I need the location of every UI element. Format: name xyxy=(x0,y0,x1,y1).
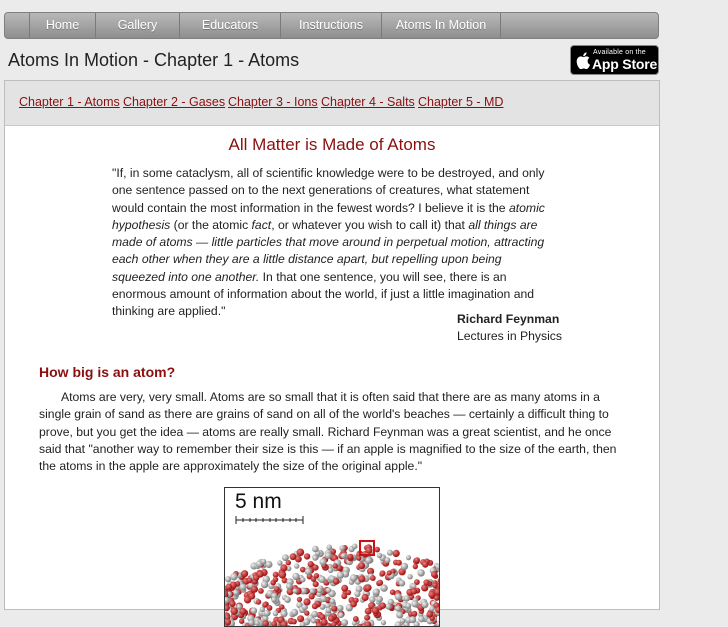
quote-text-1: "If, in some cataclysm, all of scientific knowledge were to be destroyed, and only one sentence passed on to the next generations of creatures, what statement would contain the most information in the fewest words? I believe it is the xyxy=(112,166,544,215)
quote-source: Lectures in Physics xyxy=(457,329,562,343)
quote-author: Richard Feynman xyxy=(457,312,559,326)
subheading-atom-size: How big is an atom? xyxy=(39,364,175,380)
app-store-small-text: Available on the xyxy=(593,49,646,56)
quote-em-1: atomic hypothesis xyxy=(112,201,545,232)
scale-label: 5 nm xyxy=(235,490,282,514)
chapter-bar xyxy=(5,81,659,126)
chapter-1-link[interactable]: Chapter 1 - Atoms xyxy=(19,95,120,109)
nav-home[interactable]: Home xyxy=(29,13,96,38)
content-panel xyxy=(4,80,660,610)
quote-em-3: all things are made of atoms — little particles that move around in perpetual motion, attracting each other when they are a little distance apart, but repelling upon being squeezed into one another. xyxy=(112,218,544,284)
nav-atoms-in-motion[interactable]: Atoms In Motion xyxy=(382,13,501,38)
app-store-badge[interactable] xyxy=(570,45,659,75)
app-store-big-text: App Store xyxy=(592,56,657,72)
apple-icon xyxy=(576,52,590,69)
top-navigation xyxy=(4,12,659,39)
atom-figure xyxy=(224,487,440,627)
nav-gallery[interactable]: Gallery xyxy=(96,13,180,38)
page-title: Atoms In Motion - Chapter 1 - Atoms xyxy=(8,50,299,71)
section-heading: All Matter is Made of Atoms xyxy=(5,135,659,155)
scale-bar xyxy=(235,515,305,525)
quote-em-2: fact xyxy=(252,218,272,232)
atom-cluster-image xyxy=(225,528,440,627)
chapter-2-link[interactable]: Chapter 2 - Gases xyxy=(123,95,225,109)
quote-text-3: , or whatever you wish to call it) that xyxy=(271,218,468,232)
chapter-5-link[interactable]: Chapter 5 - MD xyxy=(418,95,503,109)
quote-text-2: (or the atomic xyxy=(170,218,251,232)
atom-size-paragraph: Atoms are very, very small. Atoms are so small that it is often said that there are as many atoms in a single grain of sand as there are grains of sand on all of the world's beaches — certainly a difficult thing to prove, but you get the idea — atoms are really small. Richard Feynman was a great scientist, and he once said that "another way to remember their size is this — if an apple is magnified to the size of the earth, then the atoms in the apple are approximately the size of the original apple." xyxy=(39,389,625,475)
feynman-quote xyxy=(112,165,552,321)
nav-educators[interactable]: Educators xyxy=(180,13,281,38)
nav-instructions[interactable]: Instructions xyxy=(281,13,382,38)
chapter-4-link[interactable]: Chapter 4 - Salts xyxy=(321,95,415,109)
quote-text-4: In that one sentence, you will see, there is an enormous amount of information about the world, if just a little imagination and thinking are applied." xyxy=(112,270,534,319)
chapter-3-link[interactable]: Chapter 3 - Ions xyxy=(228,95,318,109)
